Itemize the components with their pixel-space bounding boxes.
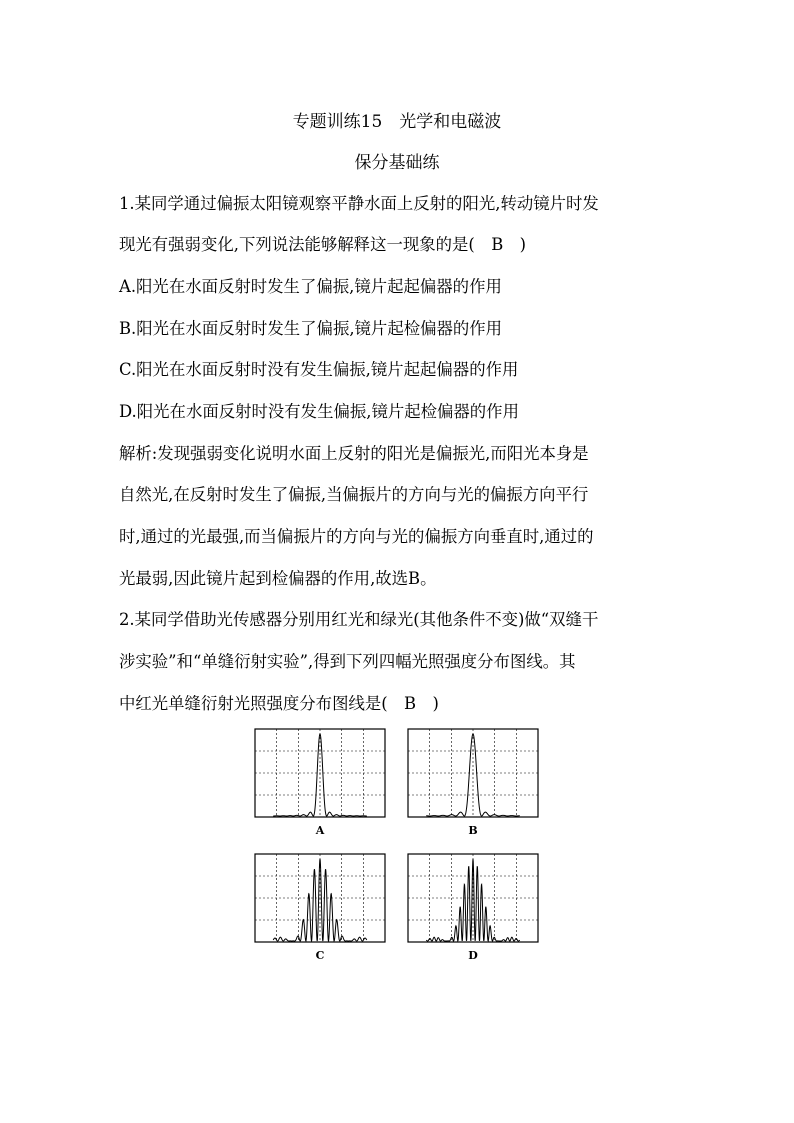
figure-d-plot — [406, 852, 540, 944]
q1-option-c: C.阳光在水面反射时没有发生偏振,镜片起起偏器的作用 — [119, 360, 519, 379]
figure-b — [406, 727, 540, 819]
q1-analysis-line2: 自然光,在反射时发生了偏振,当偏振片的方向与光的偏振方向平行 — [119, 485, 589, 504]
q1-stem-line1: 1.某同学通过偏振太阳镜观察平静水面上反射的阳光,转动镜片时发 — [119, 194, 599, 213]
figure-c-label: C — [315, 949, 325, 962]
figure-d — [406, 852, 540, 944]
figure-a — [253, 727, 387, 819]
figure-a-plot — [253, 727, 387, 819]
q1-analysis-line4: 光最弱,因此镜片起到检偏器的作用,故选B。 — [119, 569, 437, 588]
q1-option-d: D.阳光在水面反射时没有发生偏振,镜片起检偏器的作用 — [119, 402, 519, 421]
figure-d-label: D — [468, 949, 478, 962]
doc-title: 专题训练15 光学和电磁波 — [292, 112, 502, 132]
figure-b-plot — [406, 727, 540, 819]
q1-analysis-line1: 解析:发现强弱变化说明水面上反射的阳光是偏振光,而阳光本身是 — [119, 444, 589, 463]
q1-analysis-line3: 时,通过的光最强,而当偏振片的方向与光的偏振方向垂直时,通过的 — [119, 527, 594, 546]
q2-stem-line3: 中红光单缝衍射光照强度分布图线是( B ) — [119, 694, 439, 713]
q2-stem-line2: 涉实验”和“单缝衍射实验”,得到下列四幅光照强度分布图线。其 — [119, 652, 576, 671]
figure-c — [253, 852, 387, 944]
q2-stem-line1: 2.某同学借助光传感器分别用红光和绿光(其他条件不变)做“双缝干 — [119, 610, 599, 629]
q1-option-a: A.阳光在水面反射时发生了偏振,镜片起起偏器的作用 — [119, 277, 502, 296]
doc-subtitle: 保分基础练 — [354, 153, 440, 173]
q1-stem-line2: 现光有强弱变化,下列说法能够解释这一现象的是( B ) — [119, 235, 527, 254]
figure-c-plot — [253, 852, 387, 944]
figure-b-label: B — [468, 824, 478, 837]
q1-option-b: B.阳光在水面反射时发生了偏振,镜片起检偏器的作用 — [119, 319, 503, 338]
figure-a-label: A — [315, 824, 325, 837]
